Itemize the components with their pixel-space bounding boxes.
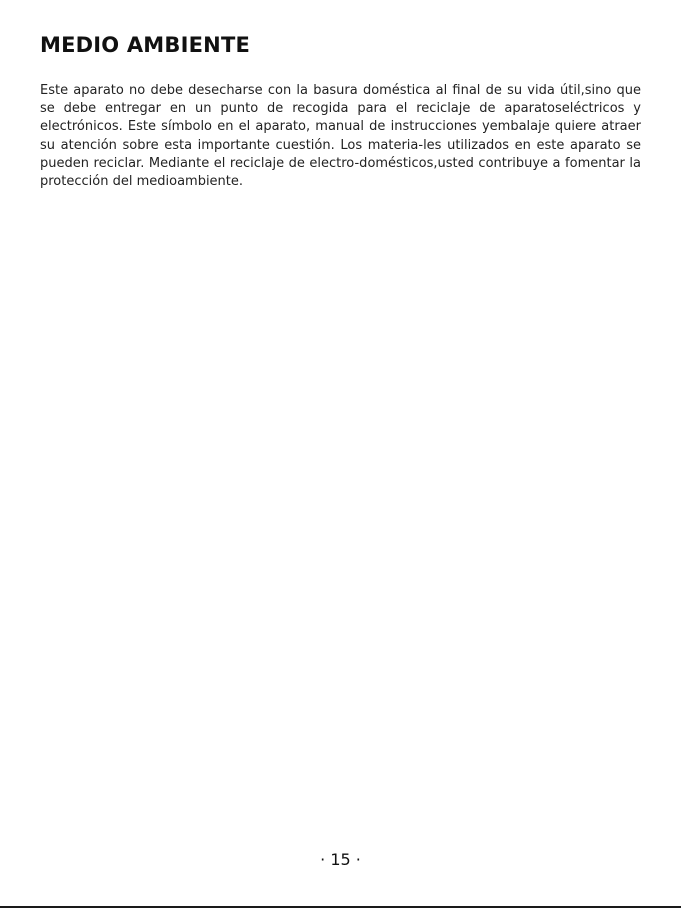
section-body-paragraph: Este aparato no debe desecharse con la basura doméstica al final de su vida útil,sino que se debe entregar en un punto de recogida para el reciclaje de aparatoseléctricos y electrónicos. Este símbolo en el aparato, manual de instrucciones yembalaje quiere atraer su atención sobre esta importante cuestión. Los materia-les utilizados en este aparato se pueden reciclar. Mediante el reciclaje de electro-domésticos,usted contribuye a fomentar la protección del medioambiente. (40, 83, 641, 190)
page-number: · 15 · (320, 850, 361, 869)
section-heading: MEDIO AMBIENTE (40, 33, 251, 57)
